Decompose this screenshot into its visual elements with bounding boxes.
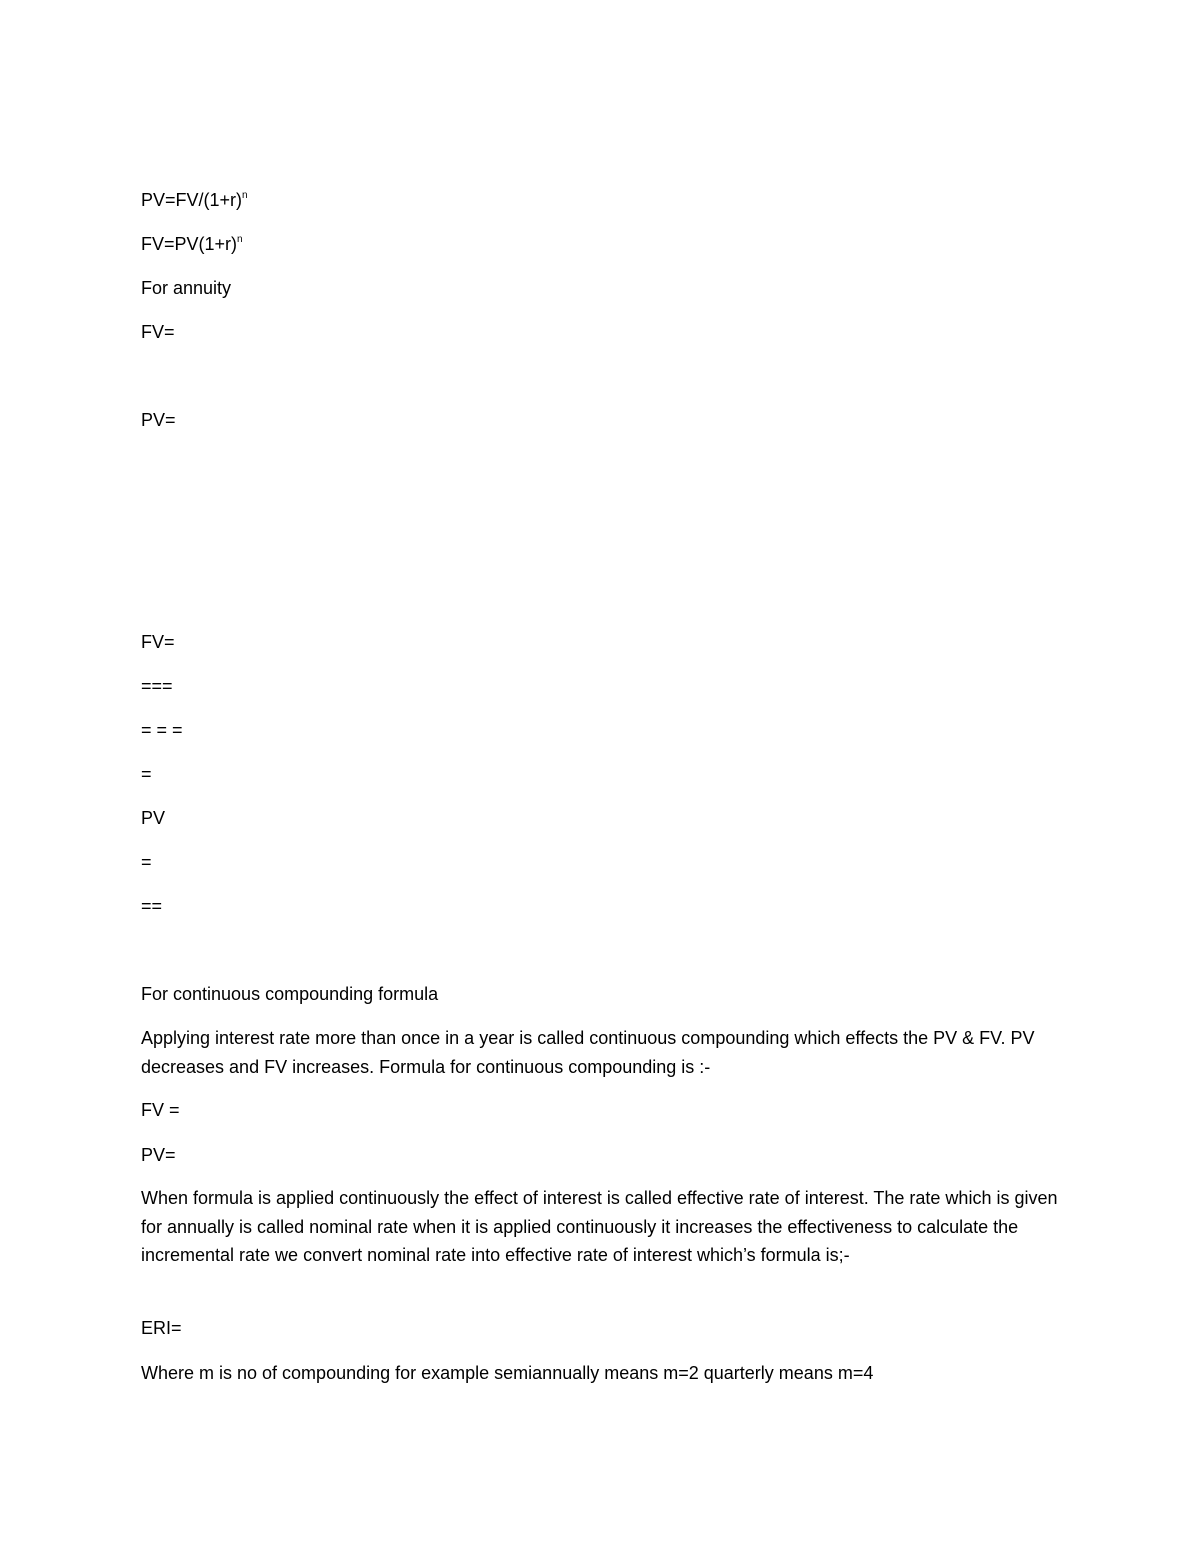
fv-label-2: FV= [141,632,175,652]
equation-line-5: == [141,896,163,916]
continuous-fv-label: FV = [141,1100,180,1120]
annuity-fv-label: FV= [141,322,175,342]
equation-line-3: = [141,764,152,784]
effective-rate-paragraph: When formula is applied continuously the effect of interest is called effective rate of interest. The rate which is given for annually is called nominal rate when it is applied continuously it increases the effectiveness to calculate the incremental rate we convert nominal rate into effective rate of interest which’s formula is;- [141,1188,1058,1265]
pv-formula-exponent: n [242,190,248,201]
equation-line-1: === [141,676,173,696]
pv-formula-base: PV=FV/(1+r) [141,190,243,210]
annuity-heading: For annuity [141,278,232,298]
annuity-pv-label: PV= [141,410,176,430]
pv-formula [141,186,248,214]
fv-formula-exponent: n [237,234,243,245]
pv-label-2: PV [141,808,166,828]
fv-formula-base: FV=PV(1+r) [141,234,238,254]
continuous-heading: For continuous compounding formula [141,984,439,1004]
where-m-line: Where m is no of compounding for example semiannually means m=2 quarterly means m=4 [141,1363,874,1383]
equation-line-4: = [141,852,152,872]
eri-label: ERI= [141,1318,182,1338]
equation-line-2: = = = [141,720,183,740]
continuous-pv-label: PV= [141,1145,176,1165]
continuous-paragraph: Applying interest rate more than once in a year is called continuous compounding which effects the PV & FV. PV decreases and FV increases. Formula for continuous compounding is :- [141,1028,1035,1077]
fv-formula [141,230,243,258]
